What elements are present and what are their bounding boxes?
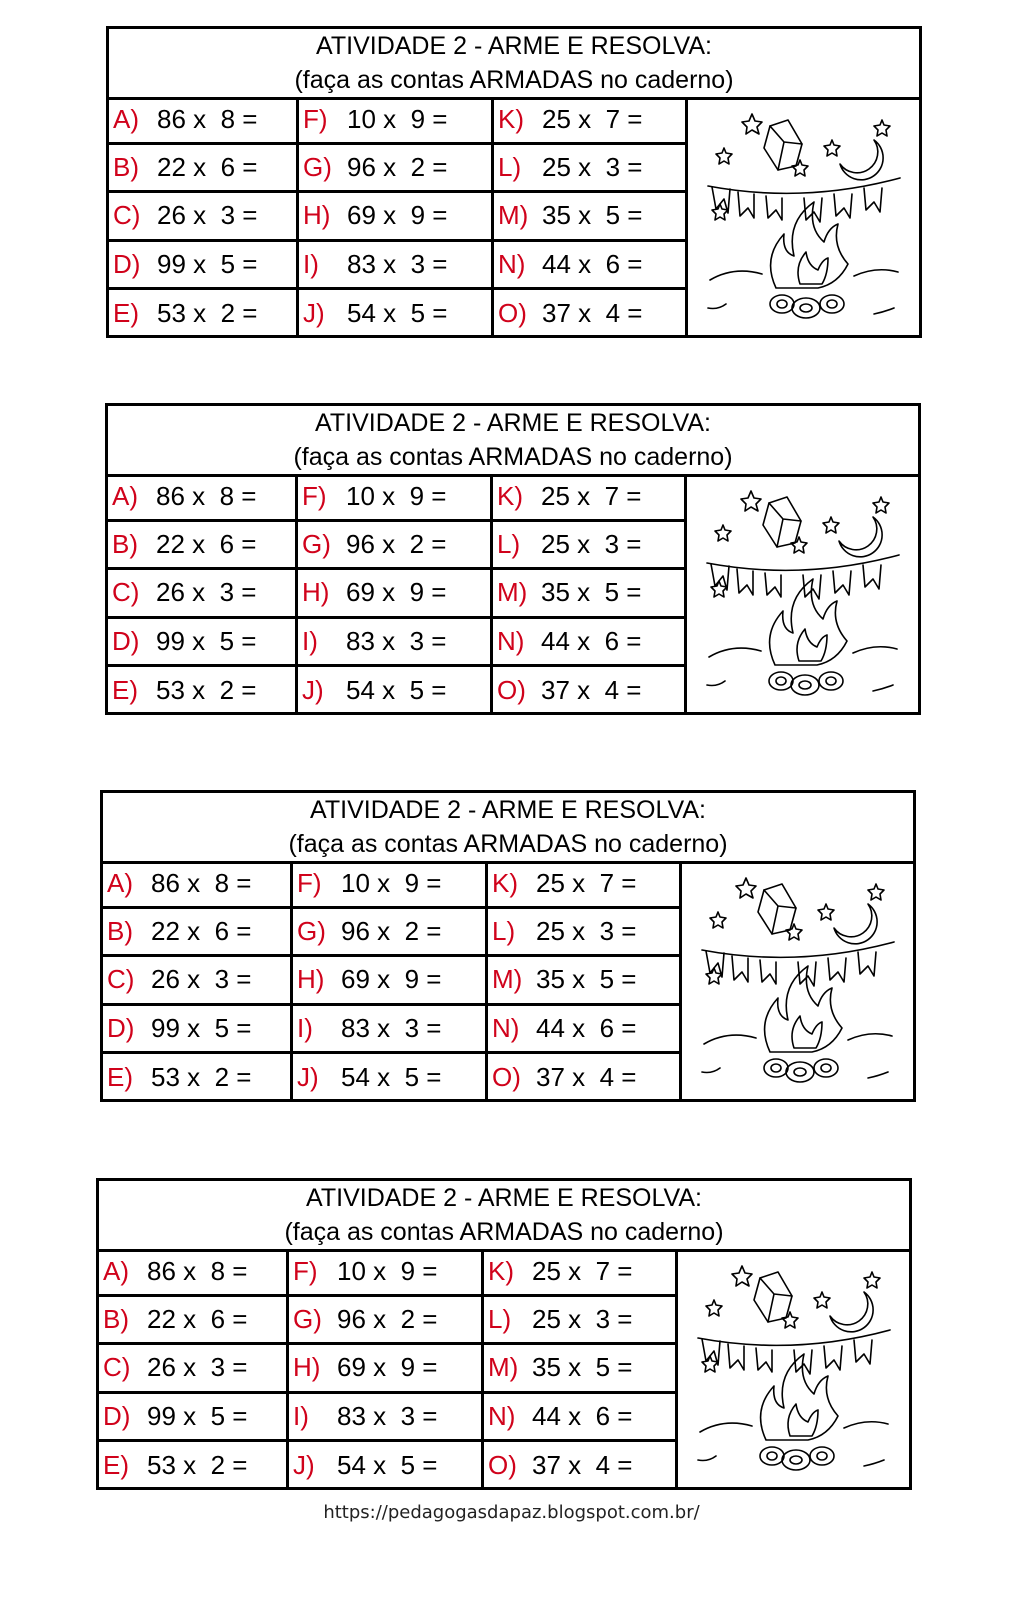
problem-cell	[494, 97, 688, 145]
activity-title: ATIVIDADE 2 - ARME E RESOLVA:	[310, 796, 706, 824]
activity-card	[106, 26, 922, 338]
problem-cell	[299, 97, 494, 145]
activity-title: ATIVIDADE 2 - ARME E RESOLVA:	[316, 32, 712, 60]
problem-letter: C)	[103, 1352, 131, 1383]
problem-expression: 53 x 2 =	[151, 1062, 252, 1093]
problem-cell	[289, 1345, 484, 1393]
problem-letter: D)	[112, 625, 140, 656]
problem-expression: 44 x 6 =	[532, 1400, 633, 1431]
star-icon	[782, 1312, 798, 1328]
problem-expression: 22 x 6 =	[157, 152, 258, 183]
problem-expression: 69 x 9 =	[346, 577, 447, 608]
star-icon	[710, 912, 726, 928]
problem-expression: 35 x 5 =	[542, 200, 643, 231]
problem-cell	[493, 474, 687, 522]
star-icon	[792, 160, 808, 176]
problem-expression: 69 x 9 =	[341, 964, 442, 995]
problem-expression: 53 x 2 =	[156, 675, 257, 706]
problem-expression: 54 x 5 =	[337, 1450, 438, 1481]
problem-letter: E)	[107, 1062, 133, 1093]
problem-expression: 10 x 9 =	[347, 104, 448, 135]
star-icon	[814, 1292, 830, 1308]
problem-expression: 26 x 3 =	[156, 577, 257, 608]
problem-expression: 37 x 4 =	[541, 675, 642, 706]
problem-cell	[293, 1054, 488, 1102]
problem-expression: 26 x 3 =	[151, 964, 252, 995]
problem-cell	[293, 909, 488, 957]
star-icon	[818, 904, 834, 920]
problem-expression: 22 x 6 =	[147, 1304, 248, 1335]
problem-expression: 53 x 2 =	[147, 1450, 248, 1481]
problem-cell	[103, 1054, 293, 1102]
problem-cell	[109, 242, 299, 290]
problem-letter: O)	[488, 1450, 517, 1481]
star-icon	[716, 148, 732, 164]
problem-expression: 22 x 6 =	[151, 916, 252, 947]
problem-letter: J)	[302, 675, 324, 706]
festa-junina-illustration	[688, 97, 919, 338]
ground-lines-icon	[698, 1421, 888, 1465]
problem-expression: 54 x 5 =	[347, 298, 448, 329]
activity-instructions: (faça as contas ARMADAS no caderno)	[288, 830, 728, 858]
star-icon	[791, 537, 807, 553]
ground-lines-icon	[702, 1033, 892, 1077]
problem-cell	[289, 1297, 484, 1345]
problem-expression: 99 x 5 =	[151, 1012, 252, 1043]
problem-cell	[289, 1394, 484, 1442]
problem-expression: 96 x 2 =	[337, 1304, 438, 1335]
problem-expression: 44 x 6 =	[541, 625, 642, 656]
problem-cell	[108, 474, 298, 522]
problem-expression: 10 x 9 =	[337, 1256, 438, 1287]
problem-expression: 86 x 8 =	[156, 481, 257, 512]
problem-cell	[494, 145, 688, 193]
problem-letter: O)	[492, 1062, 521, 1093]
problem-expression: 99 x 5 =	[147, 1400, 248, 1431]
balloon-icon	[764, 120, 802, 170]
problem-expression: 54 x 5 =	[346, 675, 447, 706]
activity-header	[109, 29, 919, 100]
problem-letter: N)	[497, 625, 525, 656]
problem-expression: 25 x 7 =	[541, 481, 642, 512]
problem-cell	[493, 619, 687, 667]
problem-letter: H)	[302, 577, 330, 608]
bunting-icon	[702, 942, 894, 986]
problem-letter: F)	[297, 868, 322, 899]
problem-cell	[488, 909, 682, 957]
problem-expression: 86 x 8 =	[151, 868, 252, 899]
problem-letter: H)	[297, 964, 325, 995]
problem-cell	[488, 1006, 682, 1054]
moon-icon	[830, 1292, 873, 1332]
star-icon	[786, 924, 802, 940]
problem-cell	[299, 145, 494, 193]
problem-expression: 83 x 3 =	[341, 1012, 442, 1043]
problem-letter: A)	[113, 104, 139, 135]
problem-expression: 53 x 2 =	[157, 298, 258, 329]
problems-grid	[103, 861, 682, 1102]
activity-instructions: (faça as contas ARMADAS no caderno)	[284, 1218, 724, 1246]
problem-letter: J)	[293, 1450, 315, 1481]
problem-expression: 83 x 3 =	[346, 625, 447, 656]
festa-junina-bonfire-icon	[704, 108, 904, 328]
problem-expression: 37 x 4 =	[542, 298, 643, 329]
problem-letter: E)	[112, 675, 138, 706]
problem-letter: B)	[107, 916, 133, 947]
star-icon	[864, 1272, 880, 1288]
problem-letter: O)	[497, 675, 526, 706]
problem-expression: 35 x 5 =	[536, 964, 637, 995]
problem-cell	[484, 1394, 678, 1442]
problem-letter: J)	[297, 1062, 319, 1093]
problem-expression: 44 x 6 =	[536, 1012, 637, 1043]
star-icon	[873, 497, 889, 513]
activity-card	[100, 790, 916, 1102]
problem-expression: 99 x 5 =	[156, 625, 257, 656]
problem-cell	[488, 957, 682, 1005]
balloon-icon	[758, 884, 796, 934]
problem-letter: J)	[303, 298, 325, 329]
star-icon	[742, 114, 762, 134]
problem-cell	[299, 193, 494, 241]
problem-expression: 44 x 6 =	[542, 248, 643, 279]
activity-header	[108, 406, 918, 477]
festa-junina-bonfire-icon	[703, 485, 903, 705]
problem-cell	[109, 193, 299, 241]
problem-expression: 25 x 7 =	[536, 868, 637, 899]
problem-cell	[103, 957, 293, 1005]
problem-letter: H)	[293, 1352, 321, 1383]
problem-expression: 25 x 7 =	[532, 1256, 633, 1287]
problem-letter: K)	[488, 1256, 514, 1287]
star-icon	[823, 517, 839, 533]
activity-title: ATIVIDADE 2 - ARME E RESOLVA:	[315, 409, 711, 437]
problem-letter: A)	[112, 481, 138, 512]
problem-letter: E)	[103, 1450, 129, 1481]
problem-letter: K)	[492, 868, 518, 899]
problem-expression: 96 x 2 =	[341, 916, 442, 947]
problem-letter: N)	[498, 248, 526, 279]
balloon-icon	[763, 497, 801, 547]
activity-instructions: (faça as contas ARMADAS no caderno)	[293, 443, 733, 471]
problem-letter: F)	[302, 481, 327, 512]
problem-expression: 25 x 3 =	[542, 152, 643, 183]
problem-expression: 69 x 9 =	[347, 200, 448, 231]
problem-letter: C)	[112, 577, 140, 608]
festa-junina-illustration	[678, 1249, 909, 1490]
problem-letter: L)	[498, 152, 522, 183]
activity-header	[103, 793, 913, 864]
problem-letter: D)	[113, 248, 141, 279]
problem-letter: L)	[488, 1304, 512, 1335]
problem-letter: F)	[293, 1256, 318, 1287]
moon-icon	[840, 140, 883, 180]
problem-cell	[103, 861, 293, 909]
problem-letter: M)	[488, 1352, 519, 1383]
activity-header	[99, 1181, 909, 1252]
problem-cell	[299, 290, 494, 338]
star-icon	[741, 491, 761, 511]
problem-cell	[103, 1006, 293, 1054]
problem-cell	[488, 861, 682, 909]
problem-cell	[493, 570, 687, 618]
problem-expression: 25 x 3 =	[536, 916, 637, 947]
problem-letter: N)	[488, 1400, 516, 1431]
problem-expression: 99 x 5 =	[157, 248, 258, 279]
problem-letter: F)	[303, 104, 328, 135]
problem-letter: I)	[302, 625, 318, 656]
problem-letter: L)	[497, 529, 521, 560]
problem-letter: M)	[498, 200, 529, 231]
problem-cell	[298, 667, 493, 715]
problem-letter: M)	[497, 577, 528, 608]
problem-letter: C)	[113, 200, 141, 231]
problem-letter: D)	[107, 1012, 135, 1043]
problem-cell	[298, 570, 493, 618]
problem-letter: C)	[107, 964, 135, 995]
problem-cell	[108, 522, 298, 570]
problem-letter: M)	[492, 964, 523, 995]
problem-cell	[99, 1249, 289, 1297]
problem-letter: H)	[303, 200, 331, 231]
problem-expression: 96 x 2 =	[346, 529, 447, 560]
problem-cell	[109, 145, 299, 193]
problem-cell	[109, 290, 299, 338]
problem-cell	[299, 242, 494, 290]
problem-expression: 69 x 9 =	[337, 1352, 438, 1383]
problem-cell	[298, 522, 493, 570]
problems-grid	[99, 1249, 678, 1490]
problem-expression: 25 x 3 =	[532, 1304, 633, 1335]
star-icon	[874, 120, 890, 136]
activity-instructions: (faça as contas ARMADAS no caderno)	[294, 66, 734, 94]
star-icon	[736, 878, 756, 898]
problem-letter: K)	[498, 104, 524, 135]
problem-cell	[108, 667, 298, 715]
ground-lines-icon	[707, 646, 897, 690]
problem-cell	[493, 667, 687, 715]
problem-letter: D)	[103, 1400, 131, 1431]
problem-expression: 86 x 8 =	[147, 1256, 248, 1287]
problem-expression: 37 x 4 =	[536, 1062, 637, 1093]
problem-expression: 96 x 2 =	[347, 152, 448, 183]
activity-title: ATIVIDADE 2 - ARME E RESOLVA:	[306, 1184, 702, 1212]
activity-card	[96, 1178, 912, 1490]
problem-expression: 35 x 5 =	[541, 577, 642, 608]
problem-expression: 25 x 3 =	[541, 529, 642, 560]
problem-expression: 35 x 5 =	[532, 1352, 633, 1383]
problem-expression: 25 x 7 =	[542, 104, 643, 135]
problem-cell	[484, 1249, 678, 1297]
problem-expression: 26 x 3 =	[157, 200, 258, 231]
bunting-icon	[698, 1330, 890, 1374]
problem-expression: 83 x 3 =	[337, 1400, 438, 1431]
problem-expression: 83 x 3 =	[347, 248, 448, 279]
problem-letter: B)	[113, 152, 139, 183]
star-icon	[706, 1300, 722, 1316]
problem-letter: G)	[293, 1304, 322, 1335]
problem-cell	[494, 290, 688, 338]
problem-cell	[493, 522, 687, 570]
festa-junina-illustration	[682, 861, 913, 1102]
problems-grid	[108, 474, 687, 715]
problem-letter: I)	[303, 248, 319, 279]
problem-expression: 37 x 4 =	[532, 1450, 633, 1481]
star-icon	[824, 140, 840, 156]
problem-letter: A)	[103, 1256, 129, 1287]
problem-cell	[109, 97, 299, 145]
problem-cell	[99, 1442, 289, 1490]
problem-letter: E)	[113, 298, 139, 329]
problem-cell	[484, 1297, 678, 1345]
ground-lines-icon	[708, 269, 898, 313]
problem-letter: I)	[297, 1012, 313, 1043]
festa-junina-illustration	[687, 474, 918, 715]
balloon-icon	[754, 1272, 792, 1322]
problem-cell	[494, 193, 688, 241]
festa-junina-bonfire-icon	[694, 1260, 894, 1480]
problem-cell	[488, 1054, 682, 1102]
problem-expression: 86 x 8 =	[157, 104, 258, 135]
problem-expression: 26 x 3 =	[147, 1352, 248, 1383]
problem-letter: K)	[497, 481, 523, 512]
problems-grid	[109, 97, 688, 338]
problem-cell	[289, 1249, 484, 1297]
bunting-icon	[707, 555, 899, 599]
problem-cell	[293, 861, 488, 909]
star-icon	[715, 525, 731, 541]
problem-letter: O)	[498, 298, 527, 329]
star-icon	[732, 1266, 752, 1286]
moon-icon	[839, 517, 882, 557]
problem-cell	[108, 570, 298, 618]
problem-letter: L)	[492, 916, 516, 947]
problem-expression: 54 x 5 =	[341, 1062, 442, 1093]
problem-cell	[494, 242, 688, 290]
problem-cell	[289, 1442, 484, 1490]
star-icon	[868, 884, 884, 900]
problem-letter: G)	[303, 152, 332, 183]
problem-expression: 10 x 9 =	[346, 481, 447, 512]
problem-letter: A)	[107, 868, 133, 899]
problem-cell	[108, 619, 298, 667]
problem-letter: I)	[293, 1400, 309, 1431]
moon-icon	[834, 904, 877, 944]
problem-cell	[99, 1345, 289, 1393]
footer-url: https://pedagogasdapaz.blogspot.com.br/	[323, 1502, 700, 1523]
problem-cell	[293, 1006, 488, 1054]
problem-letter: B)	[103, 1304, 129, 1335]
problem-letter: G)	[297, 916, 326, 947]
festa-junina-bonfire-icon	[698, 872, 898, 1092]
problem-letter: B)	[112, 529, 138, 560]
problem-letter: N)	[492, 1012, 520, 1043]
problem-expression: 10 x 9 =	[341, 868, 442, 899]
problem-cell	[103, 909, 293, 957]
problem-cell	[99, 1394, 289, 1442]
activity-card	[105, 403, 921, 715]
problem-cell	[293, 957, 488, 1005]
problem-cell	[298, 474, 493, 522]
problem-cell	[99, 1297, 289, 1345]
problem-cell	[484, 1345, 678, 1393]
bunting-icon	[708, 178, 900, 222]
problem-cell	[298, 619, 493, 667]
problem-cell	[484, 1442, 678, 1490]
problem-expression: 22 x 6 =	[156, 529, 257, 560]
problem-letter: G)	[302, 529, 331, 560]
